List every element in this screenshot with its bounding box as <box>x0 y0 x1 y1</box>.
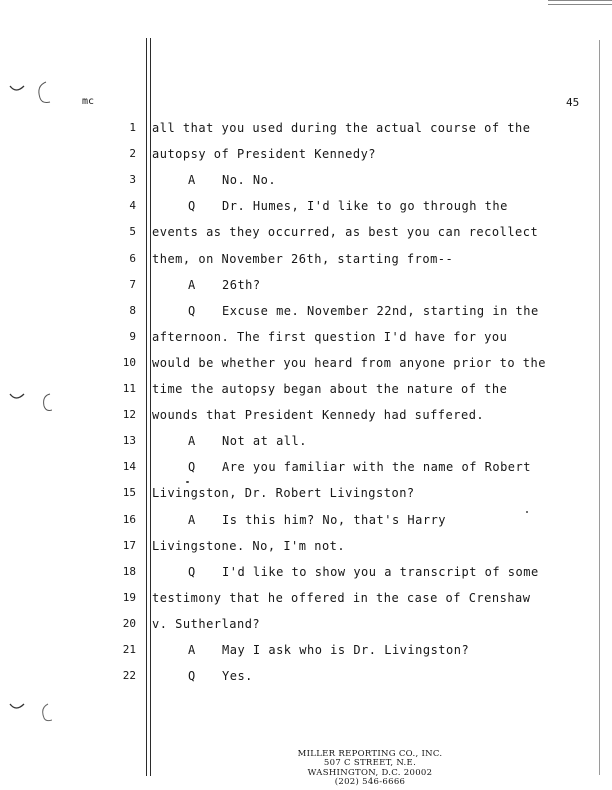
speaker-label: A <box>188 512 196 527</box>
speaker-label: A <box>188 277 196 292</box>
transcript-line <box>0 225 612 241</box>
line-text: May I ask who is Dr. Livingston? <box>222 643 470 657</box>
scan-speck <box>186 481 189 483</box>
line-number: 18 <box>122 564 136 578</box>
footer-street: 507 C STREET, N.E. <box>323 758 417 769</box>
transcript-line <box>0 486 612 502</box>
speaker-label: Q <box>188 669 196 684</box>
transcript-line <box>0 252 612 268</box>
speaker-label: A <box>188 173 196 188</box>
line-text: Excuse me. November 22nd, starting in the <box>222 303 539 318</box>
page-number: 45 <box>566 96 580 109</box>
transcript-line <box>0 356 612 372</box>
line-text: wounds that President Kennedy had suffered. <box>152 408 485 423</box>
line-number: 16 <box>122 512 136 526</box>
line-text: Are you familiar with the name of Robert <box>222 460 531 475</box>
speaker-label: Q <box>188 564 196 579</box>
line-number: 7 <box>129 277 136 291</box>
transcript-line <box>0 408 612 424</box>
line-number: 22 <box>122 669 136 683</box>
line-text: Not at all. <box>222 434 307 449</box>
line-text: them, on November 26th, starting from-- <box>152 251 454 266</box>
speaker-label: A <box>188 643 196 657</box>
transcript-line <box>0 513 612 529</box>
transcript-line <box>0 539 612 555</box>
line-number: 21 <box>122 643 136 656</box>
transcript-line <box>0 591 612 607</box>
punch-hole-mark-icon <box>6 694 52 730</box>
transcript-line <box>0 460 612 476</box>
line-text: 26th? <box>222 277 261 292</box>
reporter-initials: mc <box>82 96 95 107</box>
line-number: 15 <box>122 486 136 500</box>
line-text: would be whether you heard from anyone prior to the <box>152 355 546 370</box>
line-text: No. No. <box>222 173 277 188</box>
transcript-line <box>0 565 612 581</box>
line-number: 2 <box>129 147 136 161</box>
footer-company: MILLER REPORTING CO., INC. <box>297 749 443 759</box>
transcript-line <box>0 278 612 294</box>
transcript-line <box>0 173 612 189</box>
transcript-line <box>0 434 612 450</box>
transcript-line <box>0 199 612 215</box>
line-text: Is this him? No, that's Harry <box>222 512 447 527</box>
transcript-line <box>0 669 612 685</box>
reporter-footer <box>270 750 470 788</box>
footer-city: WASHINGTON, D.C. 20002 <box>307 767 433 778</box>
line-number: 13 <box>122 434 136 448</box>
line-text: I'd like to show you a transcript of some <box>222 564 539 579</box>
line-text: autopsy of President Kennedy? <box>152 147 377 162</box>
transcript-line <box>0 643 612 659</box>
line-number: 6 <box>129 251 136 265</box>
scan-edge-mark <box>548 0 612 5</box>
footer-phone: (202) 546-6666 <box>334 777 406 788</box>
line-number: 17 <box>122 538 136 552</box>
line-text: events as they occurred, as best you can recollect <box>152 225 539 240</box>
punch-hole-mark-icon <box>6 76 52 112</box>
transcript-line <box>0 147 612 163</box>
line-number: 20 <box>122 616 136 630</box>
line-text: v. Sutherland? <box>152 616 261 631</box>
line-text: time the autopsy began about the nature of the <box>152 382 508 396</box>
line-text: Livingstone. No, I'm not. <box>152 538 346 553</box>
line-number: 1 <box>129 121 136 134</box>
transcript-line <box>0 617 612 633</box>
speaker-label: Q <box>188 199 196 214</box>
speaker-label: A <box>188 434 196 449</box>
line-number: 10 <box>122 355 136 369</box>
line-number: 11 <box>122 382 136 395</box>
line-text: Dr. Humes, I'd like to go through the <box>222 199 508 214</box>
transcript-line <box>0 330 612 346</box>
line-text: Livingston, Dr. Robert Livingston? <box>152 486 415 501</box>
line-number: 19 <box>122 590 136 604</box>
transcript-line <box>0 304 612 320</box>
speaker-label: Q <box>188 460 196 475</box>
line-number: 12 <box>122 408 136 422</box>
speaker-label: Q <box>188 303 196 318</box>
line-text: all that you used during the actual course of the <box>152 121 531 135</box>
line-number: 5 <box>129 225 136 239</box>
line-text: testimony that he offered in the case of Crenshaw <box>152 590 531 605</box>
line-number: 9 <box>129 329 136 343</box>
line-number: 3 <box>129 173 136 187</box>
line-text: afternoon. The first question I'd have for you <box>152 329 508 344</box>
line-number: 8 <box>129 303 136 317</box>
transcript-line <box>0 121 612 137</box>
transcript-line <box>0 382 612 398</box>
line-text: Yes. <box>222 669 253 684</box>
line-number: 14 <box>122 460 136 474</box>
line-number: 4 <box>129 199 136 213</box>
